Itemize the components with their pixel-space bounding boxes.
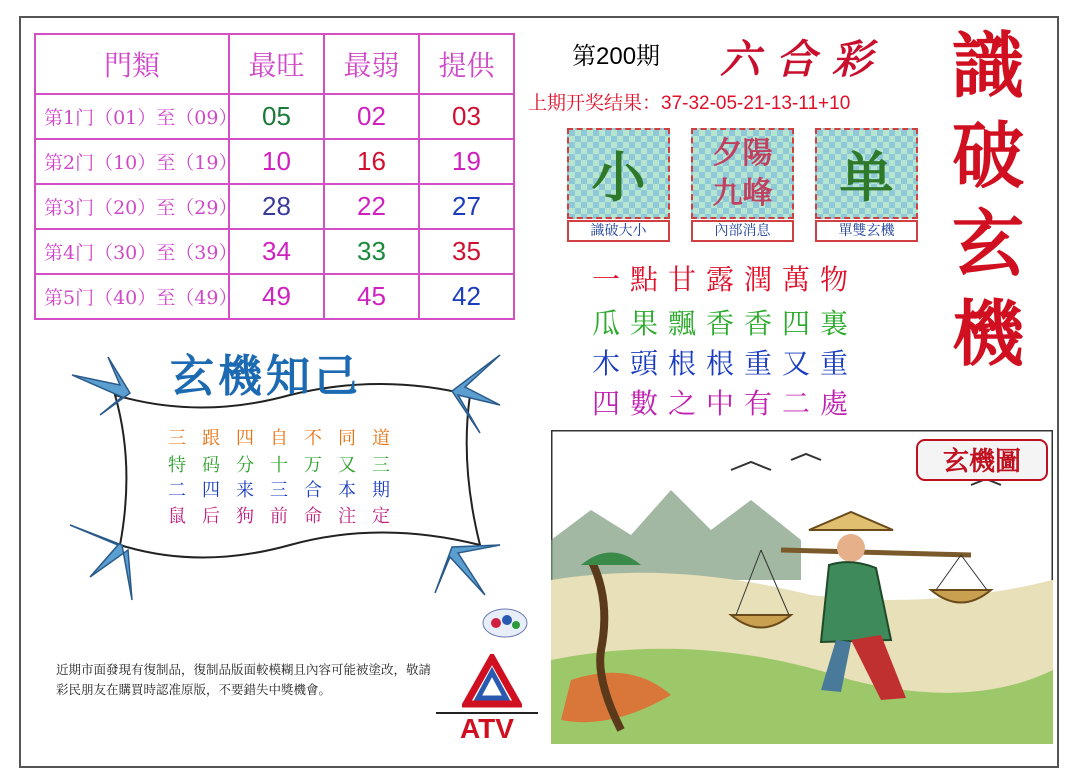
hint-box-text: 小 <box>591 145 646 209</box>
table-header: 最弱 <box>324 34 419 94</box>
vertical-title-char: 機 <box>952 291 1025 376</box>
cell-value: 19 <box>419 139 514 184</box>
table-row <box>35 94 514 139</box>
atv-logo-icon <box>462 654 522 712</box>
poem-line: 木頭根根重又重 <box>592 347 859 380</box>
vertical-title-char: 破 <box>952 113 1025 198</box>
poem-line: 四數之中有二處 <box>592 387 859 420</box>
cell-value: 03 <box>419 94 514 139</box>
hint-caption: 識破大小 <box>567 220 670 242</box>
picture-label: 玄機圖 <box>942 447 1022 477</box>
poem-line: 瓜果飄香香四裏 <box>592 307 859 340</box>
table-row <box>35 184 514 229</box>
row-label: 第3门（20）至（29） <box>35 184 229 229</box>
scroll-line: 二四来三合本期 <box>168 480 406 501</box>
hint-caption: 內部消息 <box>691 220 794 242</box>
cell-value: 42 <box>419 274 514 319</box>
cell-value: 27 <box>419 184 514 229</box>
cell-value: 10 <box>229 139 324 184</box>
cell-value: 34 <box>229 229 324 274</box>
scroll-line: 特码分十万又三 <box>168 455 406 476</box>
hint-box-text: 单 <box>839 145 894 209</box>
row-label: 第2门（10）至（19） <box>35 139 229 184</box>
cell-value: 16 <box>324 139 419 184</box>
cell-value: 35 <box>419 229 514 274</box>
hint-box-text: 夕陽九峰 <box>712 135 773 211</box>
row-label: 第4门（30）至（39） <box>35 229 229 274</box>
hint-box-inside <box>691 128 794 219</box>
brand-title: 六合彩 <box>720 36 888 83</box>
vertical-title-char: 識 <box>952 23 1025 108</box>
scroll-line: 三跟四自不同道 <box>168 428 406 449</box>
row-label: 第1门（01）至（09） <box>35 94 229 139</box>
cell-value: 33 <box>324 229 419 274</box>
atv-logo-text: ATV <box>436 712 538 744</box>
farmer-picture <box>551 430 1053 744</box>
hint-box-oddeven <box>815 128 918 219</box>
poem-line: 一點甘露潤萬物 <box>592 263 859 296</box>
table-header-row <box>35 34 514 94</box>
small-lottery-logo-icon <box>480 605 530 641</box>
scroll-line: 鼠后狗前命注定 <box>168 506 406 527</box>
cell-value: 05 <box>229 94 324 139</box>
cell-value: 45 <box>324 274 419 319</box>
hint-caption: 單雙玄機 <box>815 220 918 242</box>
row-label: 第5门（40）至（49） <box>35 274 229 319</box>
copy-notice: 近期市面發現有復制品，復制品版面較模糊且內容可能被塗改，敬請彩民朋友在購買時認准原版，不要錯失中獎機會。 <box>56 662 432 697</box>
table-header: 最旺 <box>229 34 324 94</box>
table-row <box>35 139 514 184</box>
hint-box-size <box>567 128 670 219</box>
cell-value: 49 <box>229 274 324 319</box>
table-header: 門類 <box>35 34 229 94</box>
vertical-title-char: 玄 <box>952 201 1025 286</box>
issue-number: 第200期 <box>572 43 661 70</box>
table-row <box>35 229 514 274</box>
cell-value: 22 <box>324 184 419 229</box>
cell-value: 02 <box>324 94 419 139</box>
last-result: 上期开奖结果：37-32-05-21-13-11+10 <box>528 93 851 114</box>
scroll-title: 玄機知己 <box>170 351 362 402</box>
table-row <box>35 274 514 319</box>
cell-value: 28 <box>229 184 324 229</box>
table-header: 提供 <box>419 34 514 94</box>
door-table <box>34 33 515 320</box>
